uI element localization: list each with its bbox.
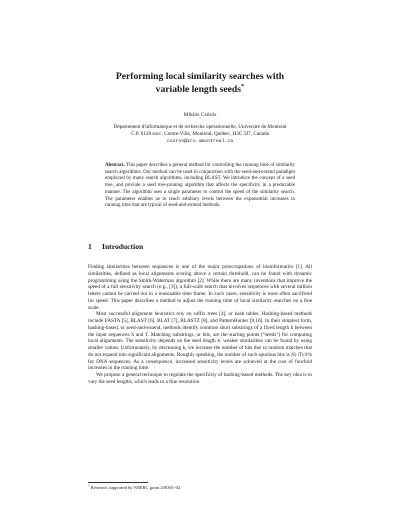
affiliation bbox=[70, 124, 330, 145]
affiliation-line-1: Département d'informatique et de recherche opérationnelle, Université de Montréal bbox=[113, 124, 287, 130]
author-name: Miklós Csűrös bbox=[183, 112, 217, 118]
paragraph-2-end: for DNA sequences. As a consequence, increased sensitivity levels are achieved at the cost of fourfold increases in the running time. bbox=[88, 358, 312, 372]
author-email: csuros@iro.umontreal.ca bbox=[166, 139, 234, 144]
paragraph-1: Finding similarities between sequences is one of the major preoccupations of bioinformatics [1]. All similarities, defined as local alignments scoring above a certain threshold, can be found with dynamic programming using the Smith-Waterman algorithm [2]. While there are many inventions that improve the speed of a full sensitivity search (e.g., [3]), a full-scale search that involves sequences with several million letters cannot be carried out in a reasonable time frame. In such cases, sensitivity is most often sacrificed for speed. This paper describes a method to adjust the running time of local similarity searches on a fine scale. bbox=[88, 264, 312, 311]
abstract-text: This paper describes a general method for controlling the running time of similarity search algorithms. Our method can be used in conjunction with the seed-and-extend paradigm employed by many search algorithms, including BLAST. We introduce the concept of a seed tree, and provide a seed tree-pruning algorithm that affects the specificity in a predictable manner. The algorithm uses a single parameter to control the speed of the similarity search. The parameter enables us to reach arbitrary levels between the exponential increases in running time that are typical of seed-and-extend methods. bbox=[105, 163, 295, 209]
title-footnote-mark: * bbox=[240, 82, 245, 90]
footnote-text: Research supported by NSERC grant 250301-02. bbox=[90, 485, 182, 490]
paragraph-3: We propose a general technique to regulate the specificity of hashing-based methods. The key idea is to vary the seed lengths, which leads to a fine resolution bbox=[88, 372, 312, 385]
abstract bbox=[105, 163, 295, 210]
footnote-mark: * bbox=[88, 483, 90, 488]
section-number: 1 bbox=[88, 242, 92, 251]
title-line-1: Performing local similarity searches with bbox=[115, 71, 285, 82]
paragraph-2 bbox=[88, 311, 312, 372]
title-line-2: variable length seeds bbox=[155, 84, 241, 95]
footnote-rule bbox=[88, 482, 148, 483]
section-heading bbox=[88, 242, 143, 251]
paragraph-2-text: Most successful alignment heuristics rely on suffix trees [4], or hash tables. Hashing-based methods include FASTA [5], BLAST [6], BLAT [7], BLASTZ [8], and PatternHunter [9,10]. In their simplest form, hashing-based, or seed-and-extend, methods identify common short substrings of a fixed length k between the input sequences S and T. Matching substrings, or hits, are the starting points (“seeds”) for computing local alignments. The sensitivity depends on the seed length k: weaker similarities can be found by using smaller values. Unfortunately, by decreasing k, we increase the number of hits due to random matches that do not expand into significant alignments. Roughly speaking, the number of such spurious hits is bbox=[88, 311, 312, 358]
footnote bbox=[88, 485, 181, 490]
affiliation-line-2: C.P. 6128 succ. Centre-Ville, Montréal, Québec, H3C 3J7, Canada bbox=[131, 131, 269, 137]
section-title: Introduction bbox=[102, 242, 144, 251]
spurious-hits-formula: |S|·|T|/4^k bbox=[291, 351, 313, 358]
body-text bbox=[88, 264, 312, 386]
paper-title bbox=[60, 70, 340, 96]
abstract-label: Abstract. bbox=[105, 163, 125, 168]
